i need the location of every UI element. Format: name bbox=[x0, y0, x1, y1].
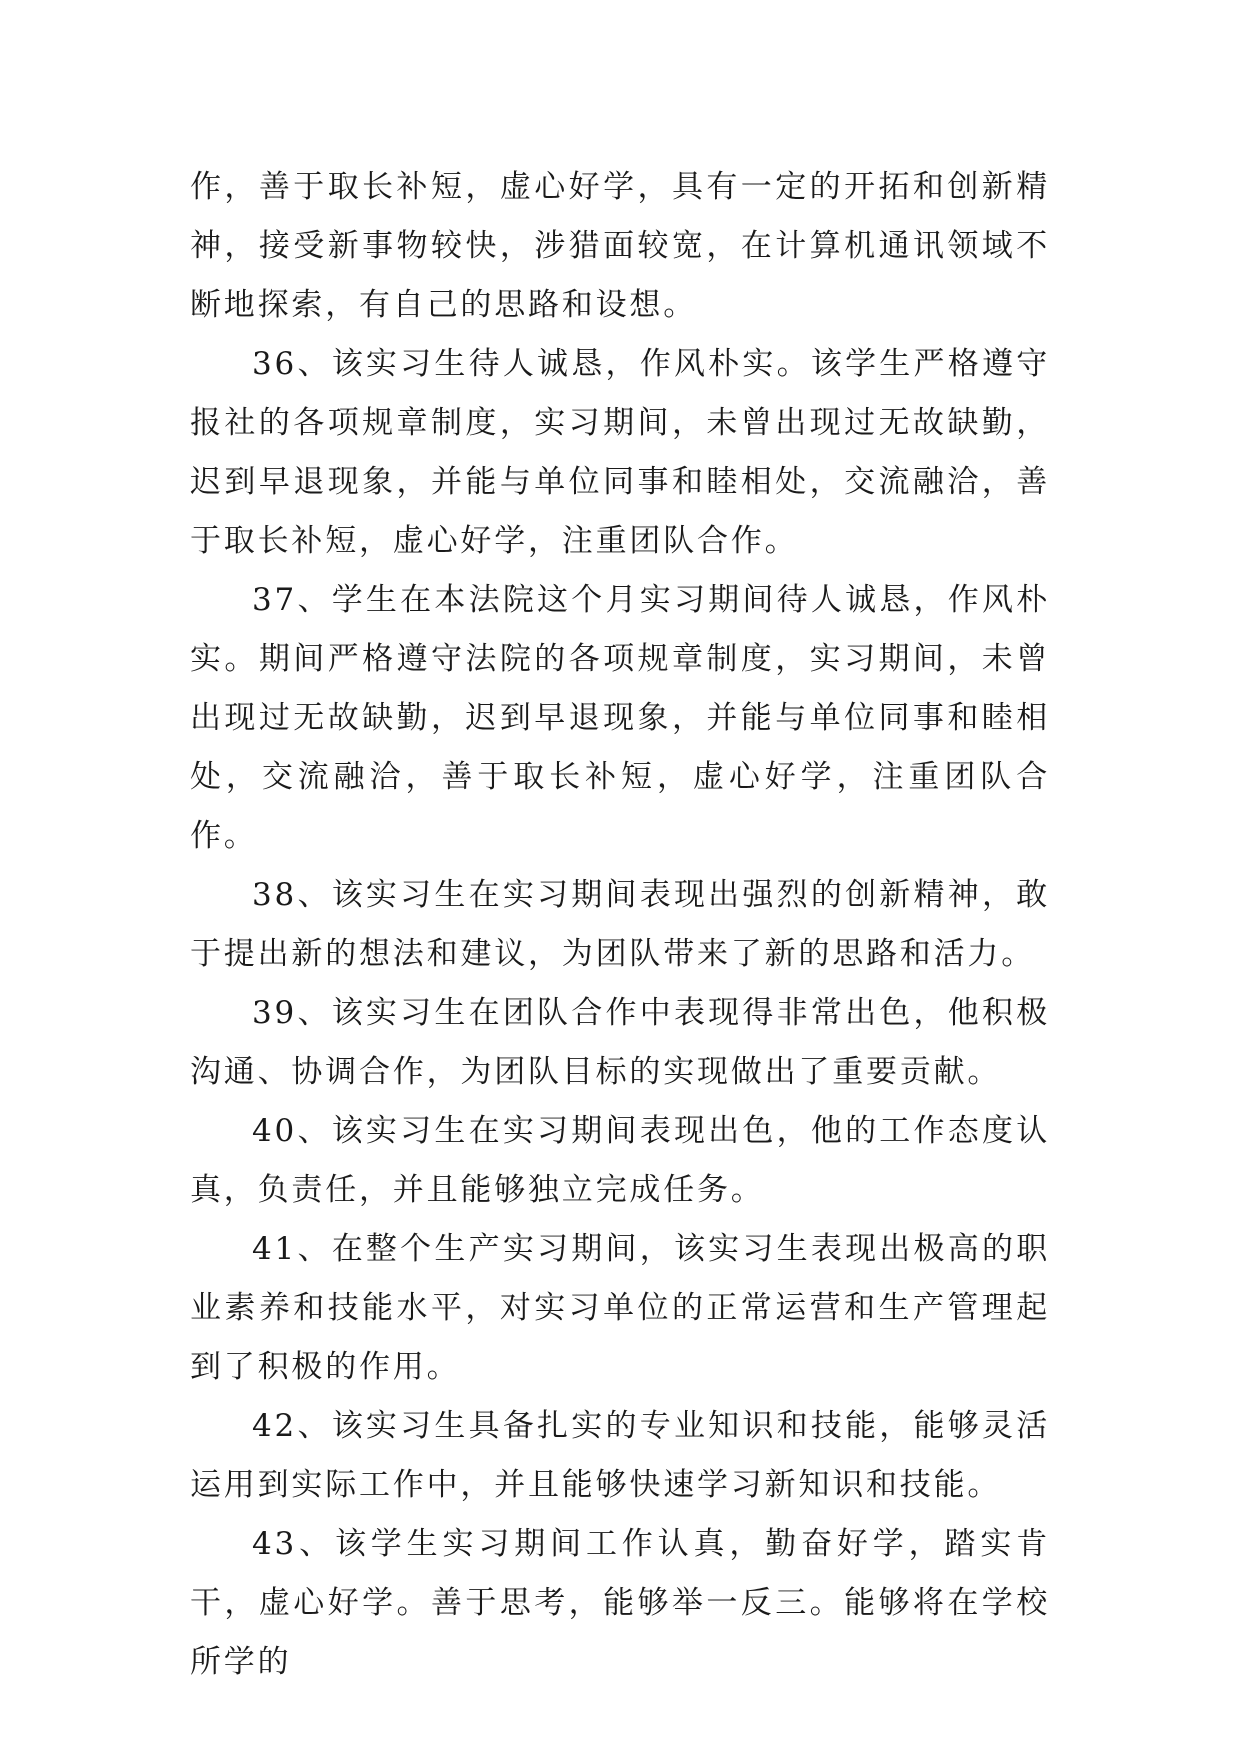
paragraph-37: 37、学生在本法院这个月实习期间待人诚恳，作风朴实。期间严格遵守法院的各项规章制度，实习期间，未曾出现过无故缺勤，迟到早退现象，并能与单位同事和睦相处，交流融洽，善于取长补短，虚心好学，注重团队合作。 bbox=[190, 582, 1050, 854]
paragraph-42: 42、该实习生具备扎实的专业知识和技能，能够灵活运用到实际工作中，并且能够快速学习新知识和技能。 bbox=[190, 1408, 1050, 1503]
paragraph-39: 39、该实习生在团队合作中表现得非常出色，他积极沟通、协调合作，为团队目标的实现做出了重要贡献。 bbox=[190, 995, 1050, 1090]
paragraph-43: 43、该学生实习期间工作认真，勤奋好学，踏实肯干，虚心好学。善于思考，能够举一反三。能够将在学校所学的 bbox=[190, 1526, 1050, 1680]
paragraph-41: 41、在整个生产实习期间，该实习生表现出极高的职业素养和技能水平，对实习单位的正常运营和生产管理起到了积极的作用。 bbox=[190, 1231, 1050, 1385]
paragraph-38: 38、该实习生在实习期间表现出强烈的创新精神，敢于提出新的想法和建议，为团队带来了新的思路和活力。 bbox=[190, 877, 1050, 972]
paragraph-continuation: 作，善于取长补短，虚心好学，具有一定的开拓和创新精神，接受新事物较快，涉猎面较宽，在计算机通讯领域不断地探索，有自己的思路和设想。 bbox=[190, 169, 1050, 323]
paragraph-36: 36、该实习生待人诚恳，作风朴实。该学生严格遵守报社的各项规章制度，实习期间，未曾出现过无故缺勤，迟到早退现象，并能与单位同事和睦相处，交流融洽，善于取长补短，虚心好学，注重团队合作。 bbox=[190, 346, 1050, 559]
document-body bbox=[190, 158, 1050, 1692]
paragraph-40: 40、该实习生在实习期间表现出色，他的工作态度认真，负责任，并且能够独立完成任务。 bbox=[190, 1113, 1050, 1208]
